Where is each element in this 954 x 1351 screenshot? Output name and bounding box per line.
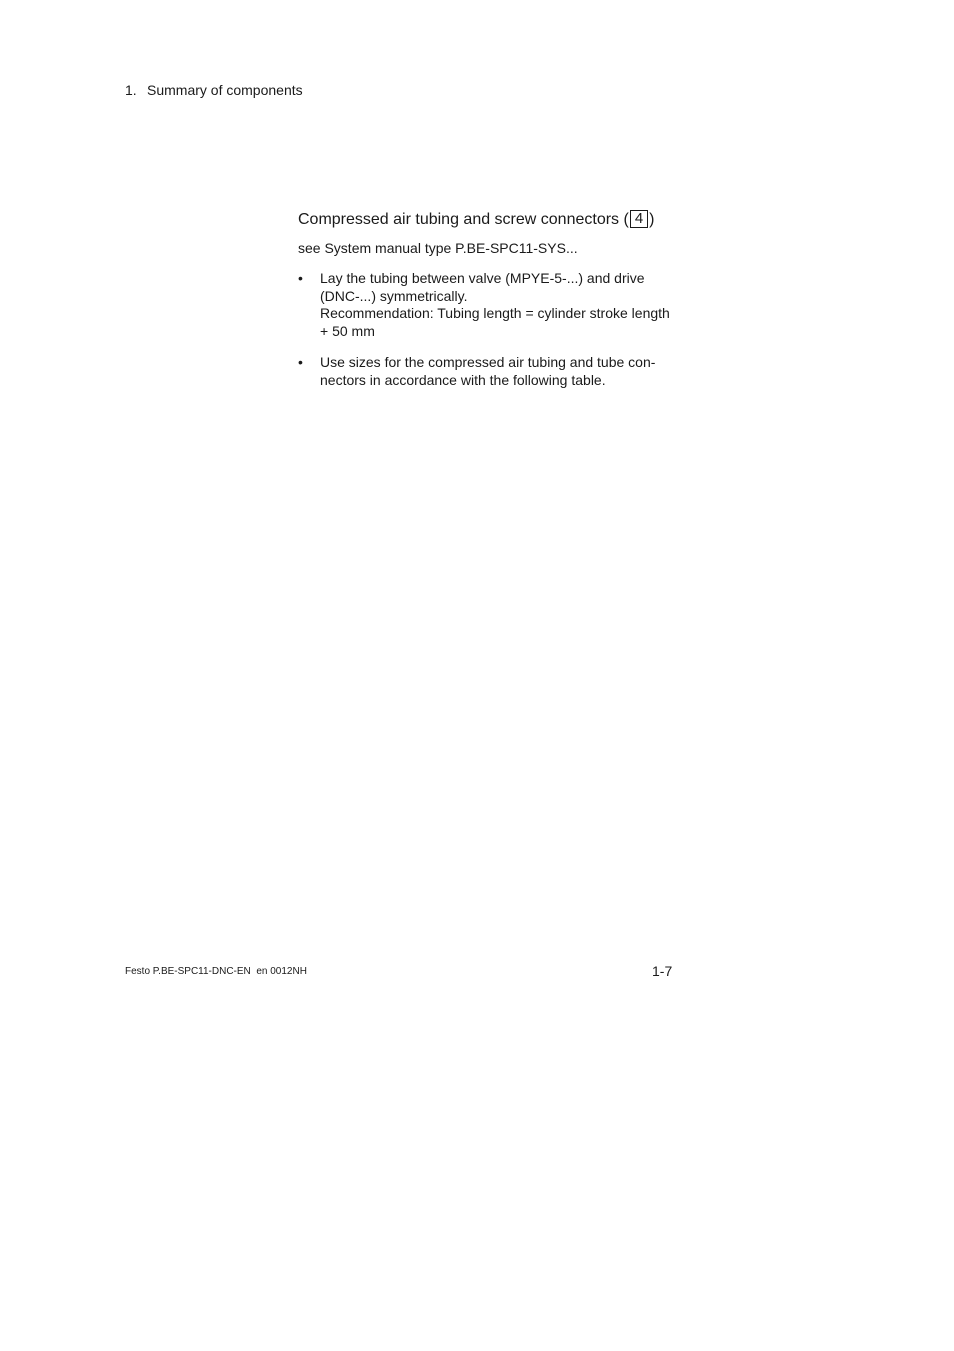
list-item-line: Lay the tubing between valve (MPYE-5-...) and drive — [320, 270, 645, 286]
list-item — [298, 354, 678, 389]
footer-page-number: 1-7 — [652, 963, 673, 979]
bullet-icon: • — [298, 270, 303, 286]
component-reference-box: 4 — [630, 210, 648, 228]
section-title-close: ) — [649, 211, 655, 228]
section-title — [298, 209, 678, 231]
list-item-line: (DNC-...) symmetrically. — [320, 287, 468, 304]
chapter-title: Summary of components — [147, 82, 303, 98]
list-item-line: Use sizes for the compressed air tubing and tube con- — [320, 354, 656, 370]
list-item — [298, 270, 678, 340]
section-title-text: Compressed air tubing and screw connectors ( — [298, 211, 629, 228]
list-item-line: Recommendation: Tubing length = cylinder stroke length — [320, 305, 670, 321]
chapter-number: 1. — [125, 82, 137, 98]
footer-document-id: Festo P.BE-SPC11-DNC-EN en 0012NH — [125, 966, 307, 977]
running-header — [125, 81, 303, 99]
bullet-icon: • — [298, 354, 303, 370]
system-manual-reference: see System manual type P.BE-SPC11-SYS... — [298, 240, 578, 256]
instruction-list — [298, 270, 678, 389]
list-item-line: nectors in accordance with the following table. — [320, 371, 606, 388]
tubing-section — [298, 209, 678, 403]
list-item-line: + 50 mm — [320, 322, 375, 339]
